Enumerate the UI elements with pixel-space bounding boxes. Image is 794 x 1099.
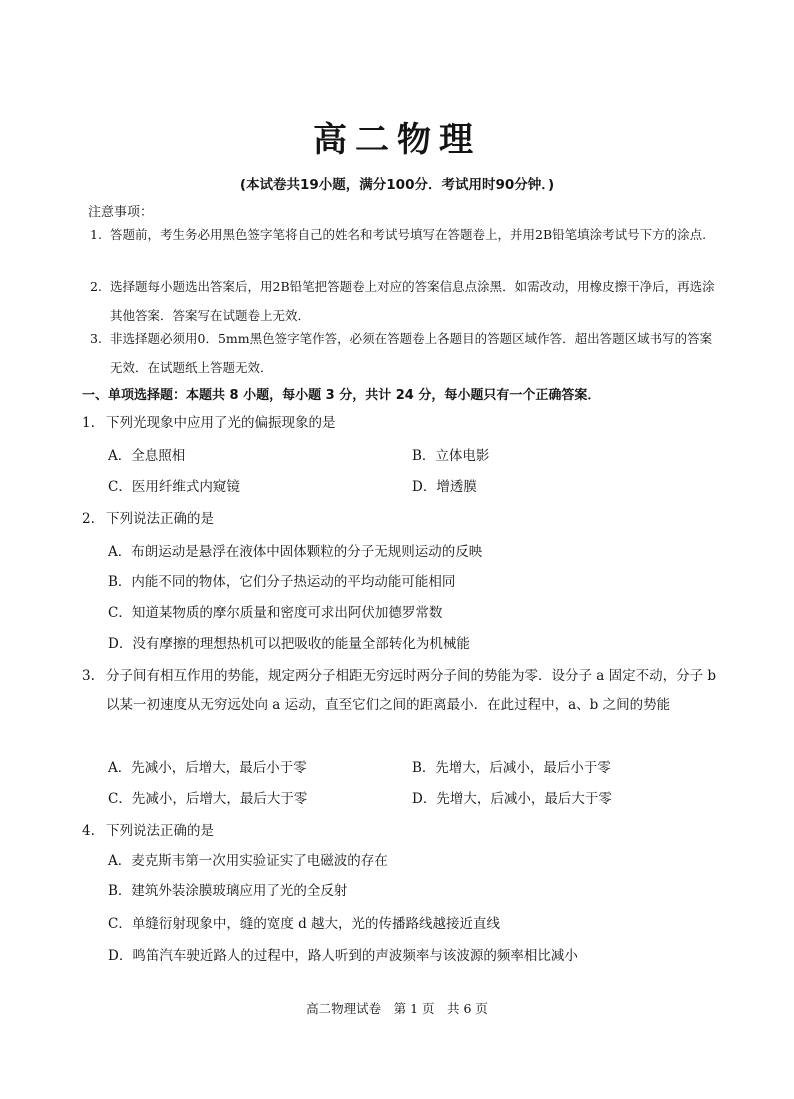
option-b: B．立体电影	[412, 448, 490, 464]
question-3	[82, 662, 722, 720]
option-d: D．先增大，后减小，最后大于零	[412, 791, 612, 807]
exam-info: (本试卷共19小题，满分100分．考试用时90分钟．)	[239, 177, 555, 193]
option-b: B．先增大，后减小，最后小于零	[412, 760, 611, 776]
page-footer: 高二物理试卷 第 1 页 共 6 页	[306, 1001, 488, 1016]
note-number: 1.	[90, 227, 102, 242]
option-a: A．全息照相	[108, 448, 186, 464]
option-d: D．增透膜	[412, 479, 477, 495]
question-1	[82, 409, 722, 438]
option-c: C．医用纤维式内窥镜	[108, 479, 240, 495]
question-stem: 下列光现象中应用了光的偏振现象的是	[106, 415, 336, 431]
notes-heading: 注意事项：	[88, 205, 154, 220]
option-a: A．布朗运动是悬浮在液体中固体颗粒的分子无规则运动的反映	[108, 544, 483, 560]
option-c: C．知道某物质的摩尔质量和密度可求出阿伏加德罗常数	[108, 605, 443, 621]
option-c: C．先减小，后增大，最后大于零	[108, 791, 308, 807]
option-a: A．先减小，后增大，最后小于零	[108, 760, 307, 776]
note-item	[90, 272, 720, 330]
option-a: A．麦克斯韦第一次用实验证实了电磁波的存在	[108, 853, 388, 869]
note-text: 选择题每小题选出答案后，用2B铅笔把答题卷上对应的答案信息点涂黑．如需改动，用橡皮擦干净后，再选涂其他答案．答案写在试题卷上无效．	[110, 279, 715, 323]
note-text: 非选择题必须用0．5mm黑色签字笔作答，必须在答题卷上各题目的答题区域作答．超出答题区域书写的答案无效．在试题纸上答题无效．	[110, 331, 713, 375]
page-title: 高二物理	[313, 120, 481, 160]
question-number: 2.	[82, 511, 95, 527]
option-d: D．没有摩擦的理想热机可以把吸收的能量全部转化为机械能	[108, 636, 470, 652]
note-item	[90, 324, 720, 382]
note-number: 2.	[90, 279, 102, 294]
question-4	[82, 817, 722, 846]
question-number: 4.	[82, 823, 95, 839]
question-stem: 下列说法正确的是	[106, 823, 214, 839]
question-number: 3.	[82, 668, 95, 684]
question-2	[82, 505, 722, 534]
option-b: B．建筑外装涂膜玻璃应用了光的全反射	[108, 883, 348, 899]
option-c: C．单缝衍射现象中，缝的宽度 d 越大，光的传播路线越接近直线	[108, 916, 501, 932]
option-b: B．内能不同的物体，它们分子热运动的平均动能可能相同	[108, 574, 456, 590]
question-stem: 分子间有相互作用的势能，规定两分子相距无穷远时两分子间的势能为零．设分子 a 固定不动，分子 b 以某一初速度从无穷远处向 a 运动，直至它们之间的距离最小．在此过程中，a、b 之间的势能	[106, 668, 717, 713]
note-item	[90, 220, 720, 249]
question-number: 1.	[82, 415, 95, 431]
question-stem: 下列说法正确的是	[106, 511, 214, 527]
option-d: D．鸣笛汽车驶近路人的过程中，路人听到的声波频率与该波源的频率相比减小	[108, 948, 578, 964]
note-number: 3.	[90, 331, 102, 346]
section-heading: 一、单项选择题：本题共 8 小题，每小题 3 分，共计 24 分，每小题只有一个正确答案．	[82, 388, 601, 403]
note-text: 答题前，考生务必用黑色签字笔将自己的姓名和考试号填写在答题卷上，并用2B铅笔填涂考试号下方的涂点.	[110, 227, 707, 242]
